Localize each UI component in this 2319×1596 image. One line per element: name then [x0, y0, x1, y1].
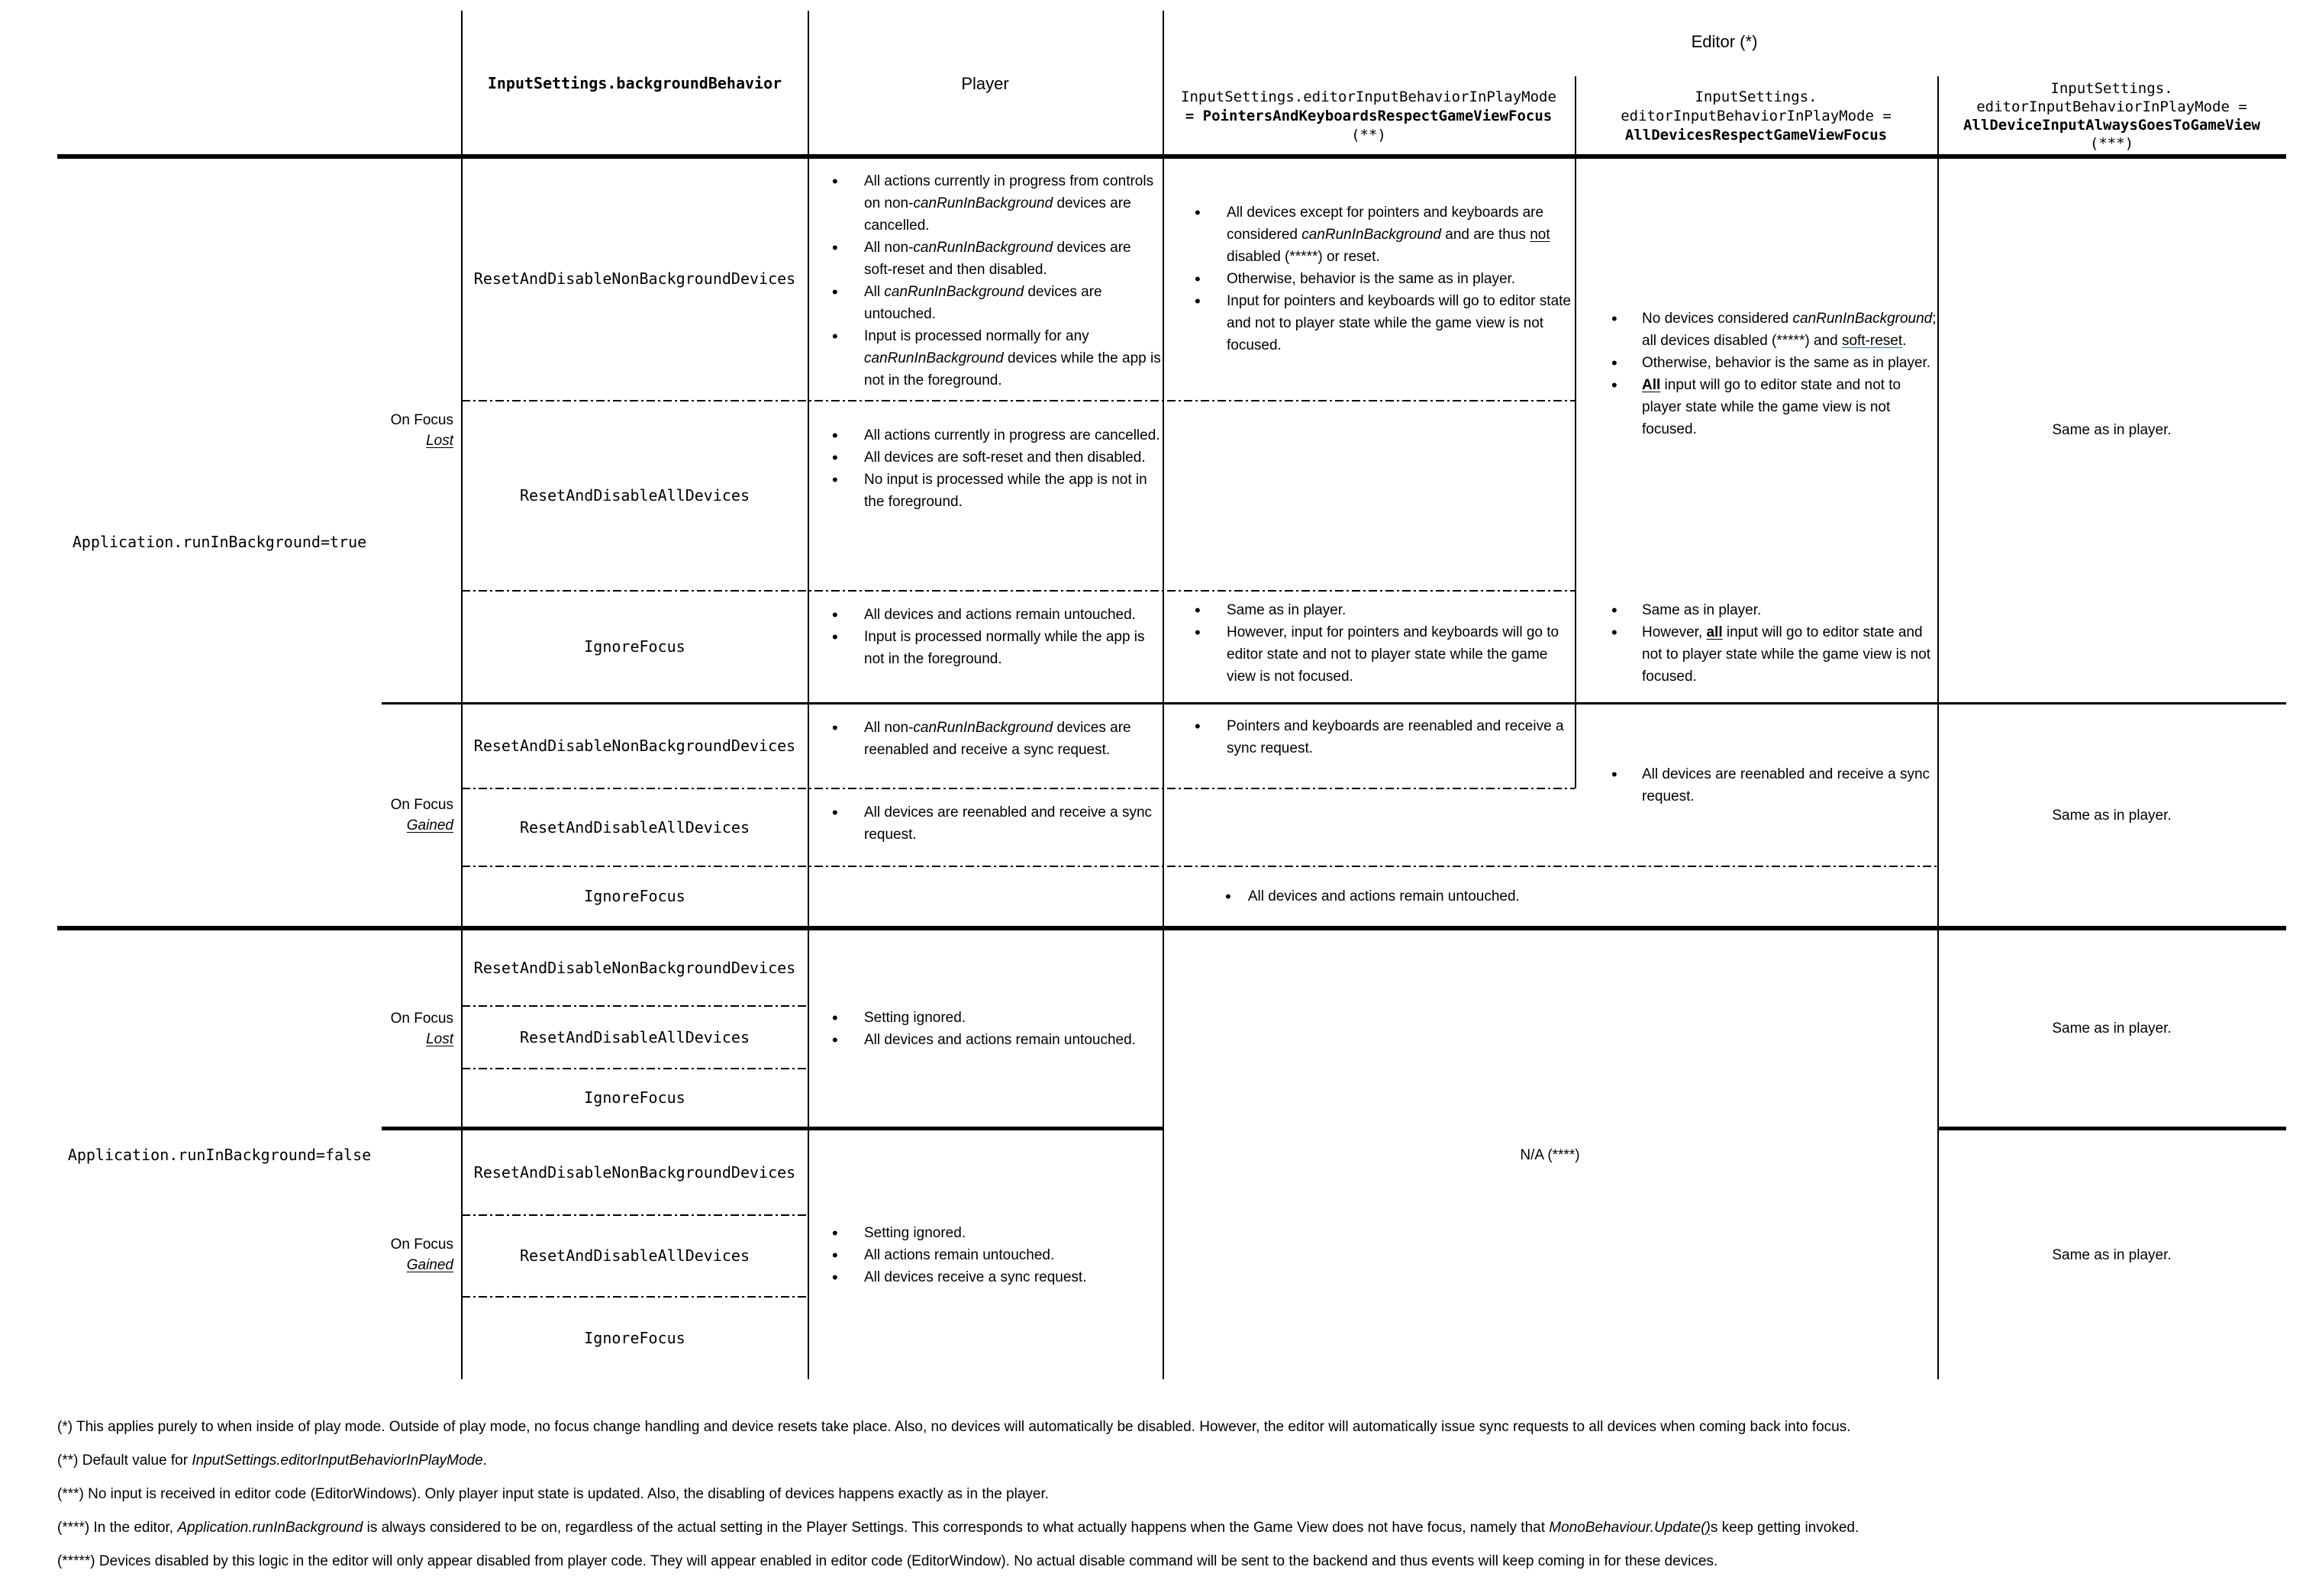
reset-non-background-label: ResetAndDisableNonBackgroundDevices: [473, 958, 796, 977]
bullet-list: [1575, 763, 1937, 808]
cell-false-lost-allinput: [1937, 930, 2286, 1127]
header-allinput-line2: editorInputBehaviorInPlayMode =: [1976, 98, 2247, 115]
reset-all-label: ResetAndDisableAllDevices: [519, 486, 750, 505]
header-allinput-line1: InputSettings.: [2050, 80, 2173, 97]
behavior-true-gained-resetnonbg: [462, 704, 808, 788]
header-background-behavior: [462, 11, 808, 156]
cell-true-lost-alldevices-merged: [1575, 158, 1937, 590]
merged-ignore-text: All devices and actions remain untouched.: [1247, 888, 1520, 904]
behavior-false-lost-resetall: [462, 1007, 808, 1068]
bullet-item: • All devices are soft-reset and then disabled.: [808, 447, 1163, 469]
run-in-background-true-label: Application.runInBackground=true: [72, 533, 367, 551]
ignore-focus-label: IgnoreFocus: [584, 1329, 685, 1347]
ignore-focus-label: IgnoreFocus: [584, 887, 685, 905]
bullet-list: [1575, 599, 1937, 688]
row-label-run-in-background-false: [57, 930, 382, 1379]
same-as-player-text: Same as in player.: [2052, 1246, 2172, 1263]
same-as-player-text: Same as in player.: [2052, 422, 2172, 438]
ignore-focus-label: IgnoreFocus: [584, 1088, 685, 1107]
bullet-item: • Input is processed normally for any canRunInBackground devices while the app is not in the foreground.: [808, 325, 1163, 392]
cell-true-lost-resetnonbg-pointers: [1163, 158, 1575, 400]
header-editor-group-label: Editor (*): [1691, 31, 1758, 51]
bullet-item: • All actions currently in progress from controls on non-canRunInBackground devices are cancelled.: [808, 170, 1163, 237]
behavior-true-lost-resetnonbg: [462, 158, 808, 400]
bullet-item: • No devices considered canRunInBackground; all devices disabled (*****) and soft-reset.: [1575, 308, 1937, 352]
bullet-item: • All devices receive a sync request.: [808, 1266, 1163, 1288]
bullet-item: • However, all input will go to editor state and not to player state while the game view is not focused.: [1575, 621, 1937, 688]
header-alldevices-line2: editorInputBehaviorInPlayMode =: [1621, 107, 1892, 124]
bullet-item: • No input is processed while the app is not in the foreground.: [808, 469, 1163, 513]
cell-false-gained-allinput: [1937, 1130, 2286, 1379]
cell-true-lost-resetnonbg-player: [808, 158, 1163, 400]
reset-non-background-label: ResetAndDisableNonBackgroundDevices: [473, 269, 796, 288]
bullet-item: • All canRunInBackground devices are untouched.: [808, 281, 1163, 325]
on-focus-text: On Focus: [390, 1236, 453, 1253]
footnotes: [57, 1411, 2301, 1578]
bullet-list: [1163, 715, 1575, 759]
behavior-true-gained-resetall: [462, 789, 808, 866]
same-as-player-text: Same as in player.: [2052, 1020, 2172, 1037]
on-focus-text: On Focus: [390, 1010, 453, 1027]
footnote-4: (****) In the editor, Application.runInBackground is always considered to be on, regardless of the actual setting in the Player Settings. This corresponds to what actually happens when the Game View does not have focus, namely that MonoBehaviour.Update()s keep getting invoked.: [57, 1520, 1859, 1536]
reset-all-label: ResetAndDisableAllDevices: [519, 1027, 750, 1046]
bullet-list: [808, 604, 1163, 670]
bullet-item: • Setting ignored.: [808, 1222, 1163, 1244]
bullet-list: [808, 717, 1163, 761]
behavior-true-lost-ignore: [462, 592, 808, 702]
bullet-item: • All devices and actions remain untouched.: [808, 1029, 1163, 1051]
bullet-item: • All devices are reenabled and receive a sync request.: [1575, 763, 1937, 808]
cell-true-gained-alldevices-merged: [1575, 704, 1937, 866]
focus-label-true-lost: [382, 158, 461, 702]
cell-false-lost-player-merged: [808, 930, 1163, 1127]
cell-true-gained-resetnonbg-player: [808, 704, 1163, 788]
cell-true-gained-ignore-merged: [808, 867, 1937, 926]
run-in-background-false-label: Application.runInBackground=false: [67, 1145, 372, 1164]
header-background-behavior-label: InputSettings.backgroundBehavior: [487, 73, 782, 92]
bullet-icon: •: [1225, 887, 1231, 906]
focus-label-true-gained: [382, 704, 461, 926]
header-alldevices-line1: InputSettings.: [1695, 88, 1817, 105]
bullet-list: [808, 424, 1163, 513]
bullet-item: • All non-canRunInBackground devices are soft-reset and then disabled.: [808, 237, 1163, 281]
lost-text: Lost: [426, 1030, 453, 1047]
behavior-true-lost-resetall: [462, 401, 808, 590]
bullet-item: • Setting ignored.: [808, 1007, 1163, 1029]
footnote-2: (**) Default value for InputSettings.editorInputBehaviorInPlayMode.: [57, 1453, 487, 1469]
bullet-item: • However, input for pointers and keyboards will go to editor state and not to player state while the game view is not focused.: [1163, 621, 1575, 688]
cell-false-gained-player-merged: [808, 1130, 1163, 1379]
cell-true-gained-resetnonbg-pointers: [1163, 704, 1575, 788]
header-alldevices-line3: AllDevicesRespectGameViewFocus: [1624, 126, 1888, 143]
behavior-false-lost-ignore: [462, 1069, 808, 1127]
cell-true-gained-allinput: [1937, 704, 2286, 926]
behavior-false-gained-resetnonbg: [462, 1130, 808, 1214]
gained-text: Gained: [406, 817, 453, 833]
header-editor-group: [1163, 11, 2286, 72]
header-allinput-line3: AllDeviceInputAlwaysGoesToGameView: [1963, 117, 2260, 134]
cell-true-lost-ignore-player: [808, 592, 1163, 702]
header-pointers-line1: InputSettings.editorInputBehaviorInPlayMode: [1181, 88, 1556, 105]
bullet-inline: [808, 885, 1937, 908]
row-label-run-in-background-true: [57, 158, 382, 927]
bullet-list: [1163, 599, 1575, 688]
bullet-item: • Otherwise, behavior is the same as in player.: [1575, 352, 1937, 374]
header-editor-col-alldevices: [1575, 76, 1937, 156]
cell-true-gained-resetall-player: [808, 789, 1163, 866]
cell-true-lost-ignore-alldevices: [1575, 592, 1937, 702]
header-editor-col-pointers: [1163, 76, 1575, 156]
footnote-3: (***) No input is received in editor code (EditorWindows). Only player input state is updated. Also, the disabling of devices happens exactly as in the player.: [57, 1486, 1050, 1502]
lost-text: Lost: [426, 432, 453, 449]
header-allinput-footmark: (***): [2089, 135, 2134, 152]
on-focus-text: On Focus: [390, 797, 453, 813]
bullet-list: [808, 801, 1163, 846]
footnote-1: (*) This applies purely to when inside of play mode. Outside of play mode, no focus change handling and device resets take place. Also, no devices will automatically be disabled. However, the editor will automatically issue sync requests to all devices when coming back into focus.: [57, 1419, 1851, 1435]
bullet-item: • All devices are reenabled and receive a sync request.: [808, 801, 1163, 846]
same-as-player-text: Same as in player.: [2052, 807, 2172, 824]
behavior-false-gained-resetall: [462, 1216, 808, 1296]
header-pointers-footmark: (**): [1351, 126, 1386, 143]
focus-label-false-gained: [382, 1130, 461, 1379]
bullet-list: [1163, 202, 1575, 356]
na-text: N/A (****): [1520, 1146, 1580, 1163]
bullet-item: • All input will go to editor state and not to player state while the game view is not focused.: [1575, 374, 1937, 440]
bullet-list: [808, 1007, 1163, 1051]
bullet-list: [1575, 308, 1937, 440]
header-pointers-line2: = PointersAndKeyboardsRespectGameViewFocus: [1185, 107, 1553, 124]
ignore-focus-label: IgnoreFocus: [584, 637, 685, 656]
bullet-list: [808, 1222, 1163, 1288]
bullet-item: • Same as in player.: [1163, 599, 1575, 621]
bullet-list: [808, 170, 1163, 392]
cell-true-lost-allinput: [1937, 158, 2286, 702]
cell-false-na-merged: [1163, 930, 1937, 1379]
behavior-false-lost-resetnonbg: [462, 930, 808, 1005]
focus-label-false-lost: [382, 930, 461, 1127]
cell-true-lost-ignore-pointers: [1163, 592, 1575, 702]
header-player: [808, 11, 1163, 156]
bullet-item: • All non-canRunInBackground devices are reenabled and receive a sync request.: [808, 717, 1163, 761]
gained-text: Gained: [406, 1257, 453, 1273]
bullet-item: • All devices except for pointers and keyboards are considered canRunInBackground and are thus not disabled (*****) or reset.: [1163, 202, 1575, 268]
bullet-item: • Input is processed normally while the app is not in the foreground.: [808, 626, 1163, 670]
footnote-5: (*****) Devices disabled by this logic in the editor will only appear disabled from player code. They will appear enabled in editor code (EditorWindow). No actual disable command will be sent to the backend and thus events will keep coming in for these devices.: [57, 1553, 1718, 1569]
bullet-item: • Otherwise, behavior is the same as in player.: [1163, 268, 1575, 290]
cell-true-lost-resetall-player: [808, 401, 1163, 590]
behavior-false-gained-ignore: [462, 1298, 808, 1379]
on-focus-text: On Focus: [390, 411, 453, 428]
reset-all-label: ResetAndDisableAllDevices: [519, 1246, 750, 1265]
reset-non-background-label: ResetAndDisableNonBackgroundDevices: [473, 737, 796, 755]
bullet-item: • Pointers and keyboards are reenabled and receive a sync request.: [1163, 715, 1575, 759]
header-editor-col-allinput: [1937, 76, 2286, 156]
bullet-item: • Input for pointers and keyboards will go to editor state and not to player state while the game view is not focused.: [1163, 290, 1575, 356]
header-player-label: Player: [961, 73, 1009, 93]
bullet-item: • All actions currently in progress are cancelled.: [808, 424, 1163, 447]
behavior-true-gained-ignore: [462, 867, 808, 926]
reset-all-label: ResetAndDisableAllDevices: [519, 817, 750, 837]
reset-non-background-label: ResetAndDisableNonBackgroundDevices: [473, 1162, 796, 1182]
bullet-item: • Same as in player.: [1575, 599, 1937, 621]
bullet-item: • All actions remain untouched.: [808, 1244, 1163, 1266]
bullet-item: • All devices and actions remain untouched.: [808, 604, 1163, 626]
